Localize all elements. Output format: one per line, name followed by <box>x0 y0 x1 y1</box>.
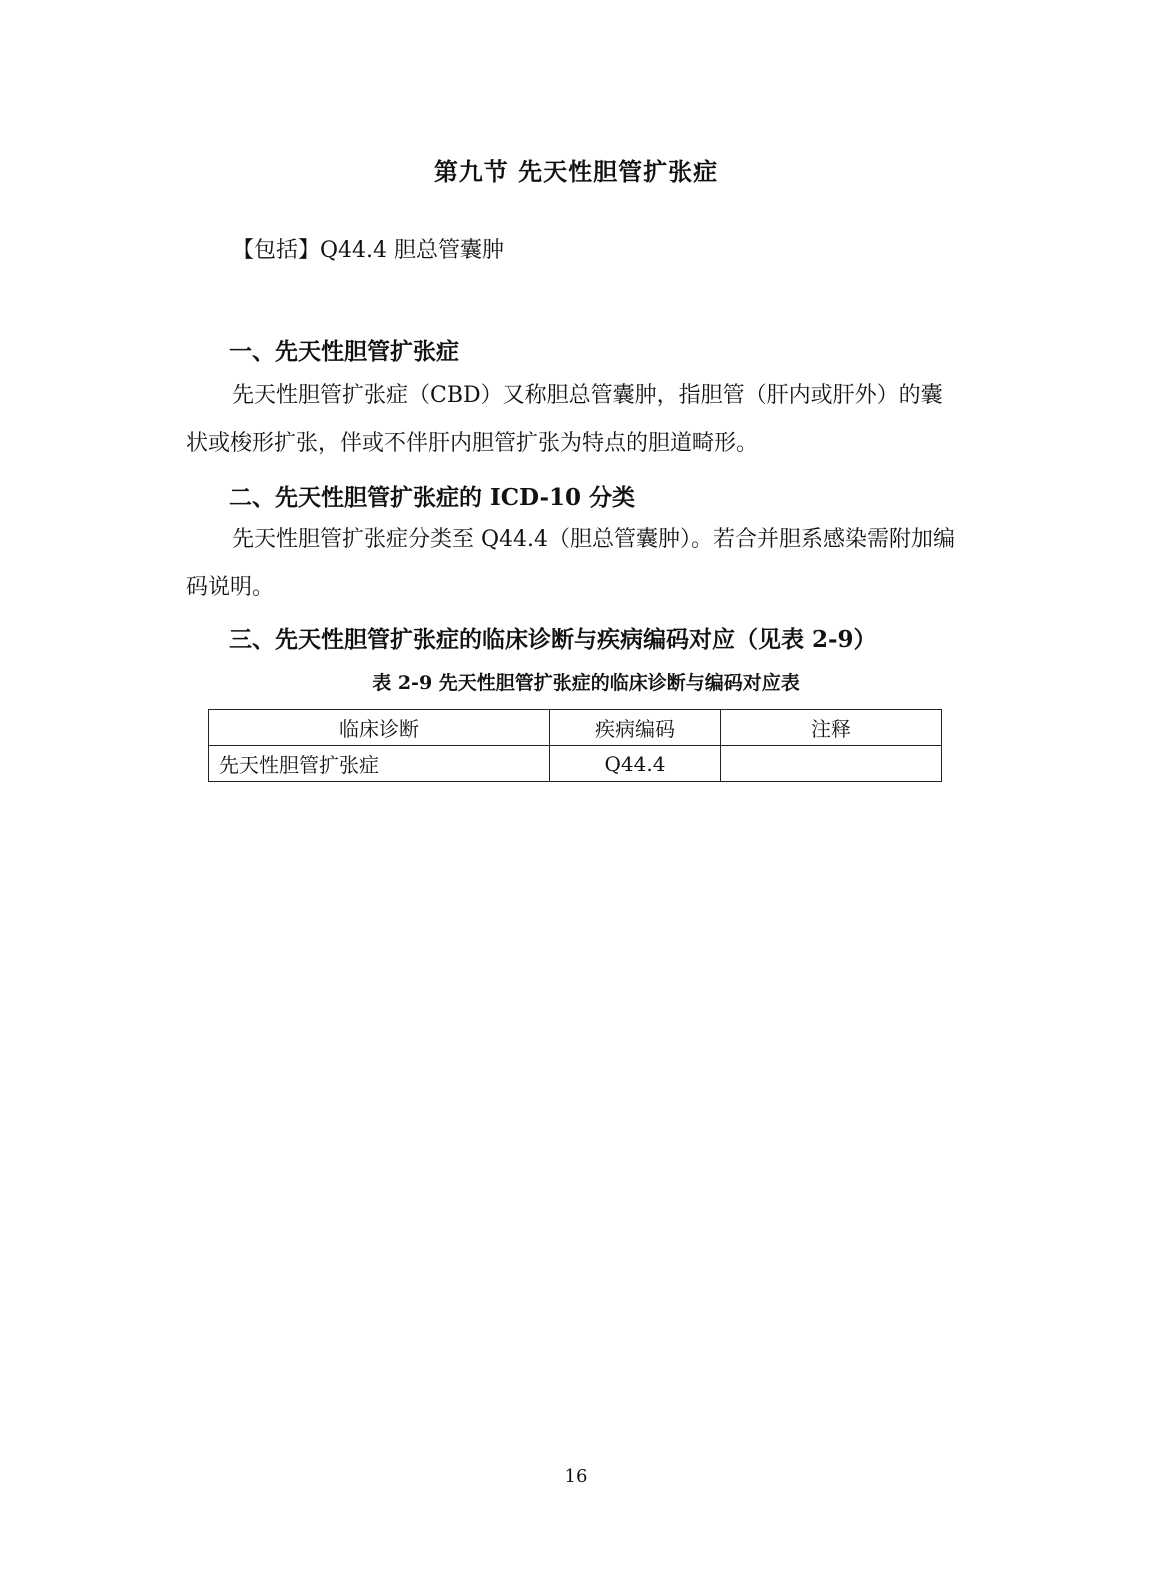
table-row <box>209 746 942 782</box>
cell-disease-code: Q44.4 <box>550 746 721 782</box>
header-clinical-diagnosis: 临床诊断 <box>209 710 550 746</box>
header-notes: 注释 <box>721 710 942 746</box>
paragraph-1: 先天性胆管扩张症（CBD）又称胆总管囊肿，指胆管（肝内或肝外）的囊状或梭形扩张，伴或不伴肝内胆管扩张为特点的胆道畸形。 <box>186 383 943 456</box>
cell-clinical-diagnosis: 先天性胆管扩张症 <box>209 746 550 782</box>
page-number: 16 <box>564 1466 588 1487</box>
table-header-row <box>209 710 942 746</box>
heading-1: 一、先天性胆管扩张症 <box>229 338 459 365</box>
header-disease-code: 疾病编码 <box>550 710 721 746</box>
includes-line: 【包括】Q44.4 胆总管囊肿 <box>232 238 505 263</box>
diagnosis-code-table <box>208 709 942 782</box>
table-caption: 表 2-9 先天性胆管扩张症的临床诊断与编码对应表 <box>372 672 800 694</box>
paragraph-2: 先天性胆管扩张症分类至 Q44.4（胆总管囊肿）。若合并胆系感染需附加编码说明。 <box>186 527 956 600</box>
heading-2: 二、先天性胆管扩张症的 ICD-10 分类 <box>229 484 636 511</box>
section-title: 第九节 先天性胆管扩张症 <box>433 157 719 186</box>
heading-3: 三、先天性胆管扩张症的临床诊断与疾病编码对应（见表 2-9） <box>229 626 877 653</box>
cell-notes <box>721 746 942 782</box>
